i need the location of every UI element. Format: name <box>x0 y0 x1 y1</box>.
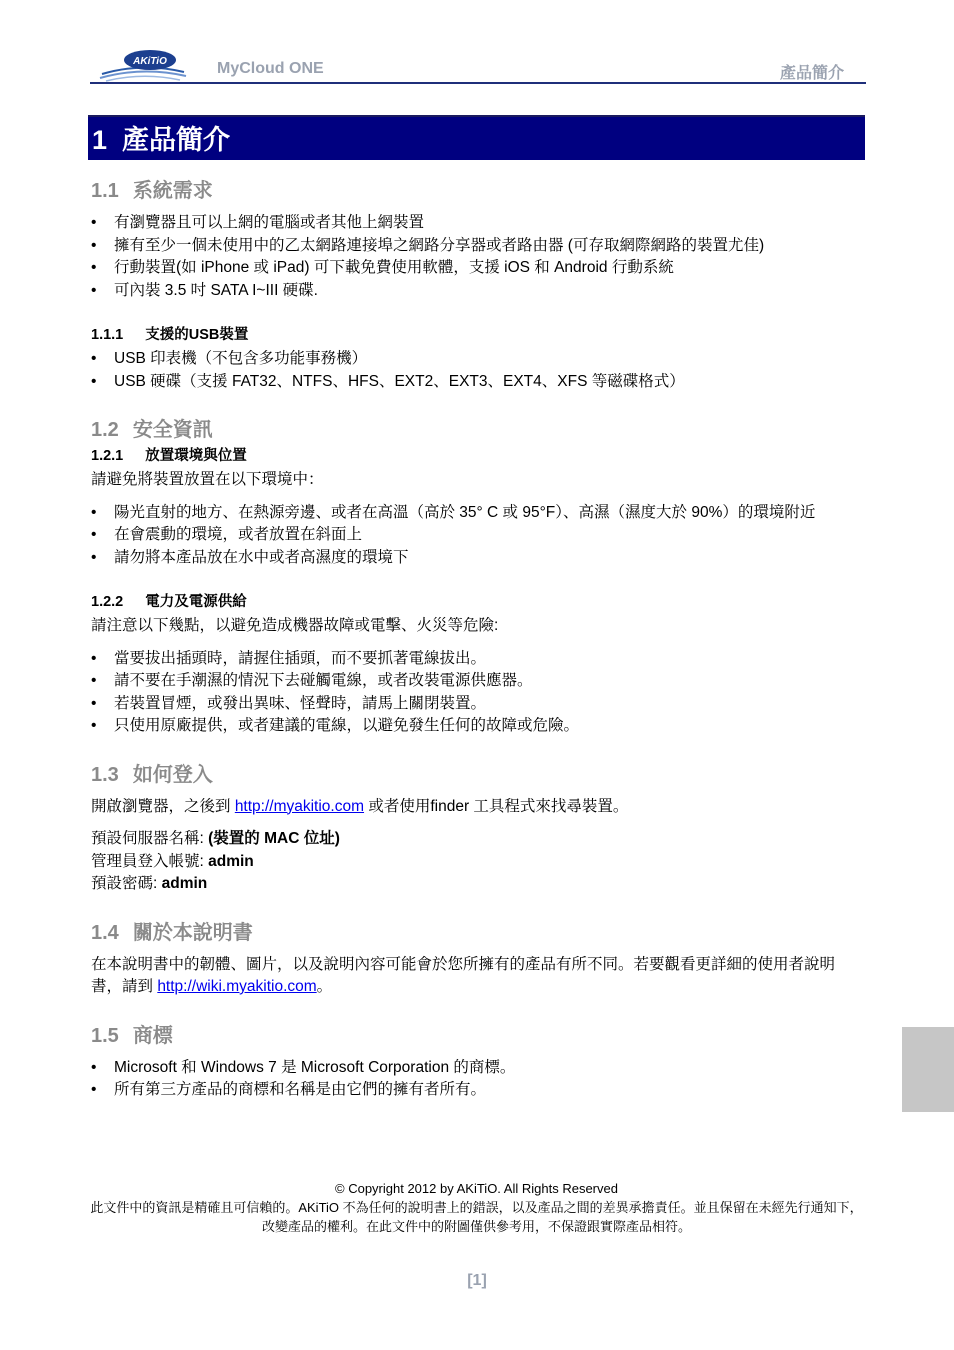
list-item: • 所有第三方產品的商標和名稱是由它們的擁有者所有。 <box>91 1079 861 1102</box>
page-header <box>90 40 866 84</box>
subsection-heading-1-2-2: 1.2.2 電力及電源供給 <box>91 594 247 610</box>
list-item: • 擁有至少一個未使用中的乙太網路連接埠之網路分享器或者路由器 (可存取網際網路的裝置尤佳) <box>91 235 861 258</box>
section-heading-1-4: 1.4 關於本說明書 <box>91 921 253 944</box>
chapter-title-bar <box>88 115 865 160</box>
page-footer <box>88 1179 865 1236</box>
header-product-name: MyCloud ONE <box>217 60 324 77</box>
list-item: • Microsoft 和 Windows 7 是 Microsoft Corporation 的商標。 <box>91 1057 861 1080</box>
system-requirements-list <box>91 212 861 302</box>
list-item: • 行動裝置(如 iPhone 或 iPad) 可下載免費使用軟體，支援 iOS 和 Android 行動系統 <box>91 257 861 280</box>
list-item: • USB 印表機（不包含多功能事務機） <box>91 348 861 371</box>
server-name-line: 預設伺服器名稱: (裝置的 MAC 位址) <box>91 830 340 847</box>
logo-text: AKiTiO <box>133 56 167 67</box>
list-item: • 請勿將本產品放在水中或者高濕度的環境下 <box>91 547 861 570</box>
list-item: • 當要拔出插頭時，請握住插頭，而不要抓著電線拔出。 <box>91 648 861 671</box>
list-item: • 只使用原廠提供，或者建議的電線，以避免發生任何的故障或危險。 <box>91 715 861 738</box>
akitio-logo <box>98 44 188 84</box>
power-intro: 請注意以下幾點，以避免造成機器故障或電擊、火災等危險: <box>91 617 499 634</box>
section-heading-1-1: 1.1 系統需求 <box>91 180 213 202</box>
section-heading-1-2: 1.2 安全資訊 <box>91 419 213 441</box>
trademark-list <box>91 1057 861 1102</box>
header-rule <box>90 82 866 84</box>
manual-note: 在本說明書中的韌體、圖片，以及說明內容可能會於您所擁有的產品有所不同。若要觀看更詳細的使用者說明書，請到 http://wiki.myakitio.com。 <box>91 955 836 995</box>
subsection-heading-1-1-1: 1.1.1 支援的USB裝置 <box>91 327 249 343</box>
copyright-text: © Copyright 2012 by AKiTiO. All Rights Reserved <box>335 1181 618 1196</box>
list-item: • 有瀏覽器且可以上網的電腦或者其他上網裝置 <box>91 212 861 235</box>
list-item: • 請不要在手潮濕的情況下去碰觸電線，或者改裝電源供應器。 <box>91 670 861 693</box>
section-heading-1-5: 1.5 商標 <box>91 1024 173 1047</box>
disclaimer-text: 此文件中的資訊是精確且可信賴的。AKiTiO 不為任何的說明書上的錯誤，以及產品之間的差異承擔責任。並且保留在未經先行通知下，改變產品的權利。在此文件中的附圖僅供參考用，不保證跟實際產品相符。 <box>90 1200 863 1234</box>
list-item: • 可內裝 3.5 吋 SATA I~III 硬碟. <box>91 280 861 303</box>
page-number: [1] <box>467 1272 487 1289</box>
chapter-number: 1 <box>92 125 108 155</box>
usb-devices-list <box>91 348 861 393</box>
admin-account-line: 管理員登入帳號: admin <box>91 852 254 870</box>
chapter-title: 產品簡介 <box>122 125 231 155</box>
myakitio-link[interactable]: http://myakitio.com <box>234 797 365 815</box>
list-item: • 若裝置冒煙，或發出異味、怪聲時，請馬上關閉裝置。 <box>91 693 861 716</box>
list-item: • 在會震動的環境，或者放置在斜面上 <box>91 524 861 547</box>
section-heading-1-3: 1.3 如何登入 <box>91 763 213 786</box>
subsection-heading-1-2-1: 1.2.1 放置環境與位置 <box>91 448 247 464</box>
login-instructions: 開啟瀏覽器，之後到 http://myakitio.com 或者使用finder 工具程式來找尋裝置。 <box>91 797 629 815</box>
environment-intro: 請避免將裝置放置在以下環境中： <box>91 471 324 488</box>
default-password-line: 預設密碼: admin <box>91 875 208 892</box>
wiki-link[interactable]: http://wiki.myakitio.com <box>157 978 317 995</box>
environment-list <box>91 502 861 570</box>
list-item: • USB 硬碟（支援 FAT32、NTFS、HFS、EXT2、EXT3、EXT4、XFS 等磁碟格式） <box>91 371 861 394</box>
chapter-side-tab <box>902 1027 954 1112</box>
header-section-title: 產品簡介 <box>779 65 844 82</box>
power-list <box>91 648 861 738</box>
list-item: • 陽光直射的地方、在熱源旁邊、或者在高溫（高於 35° C 或 95°F）、高濕（濕度大於 90%）的環境附近 <box>91 502 861 525</box>
main-content <box>91 176 861 1102</box>
